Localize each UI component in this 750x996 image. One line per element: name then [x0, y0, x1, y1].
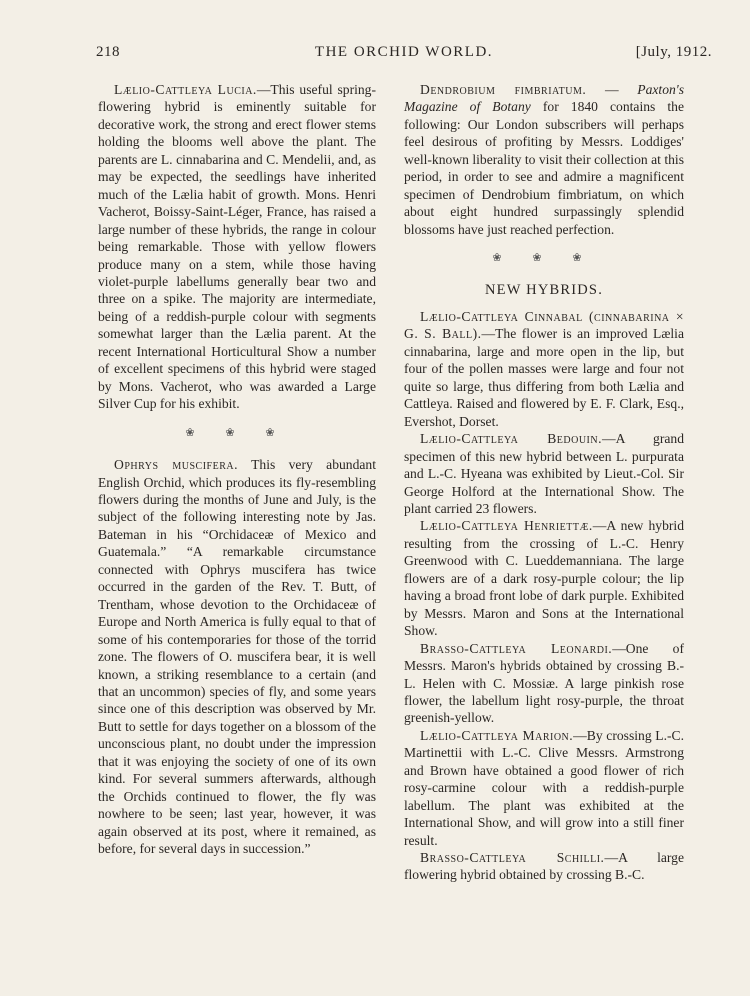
source-title: Paxton's Magazine of Botany [404, 82, 684, 115]
hybrid-name: Lælio-Cattleya Marion. [420, 727, 574, 743]
hybrid-entry [404, 517, 684, 639]
hybrid-entry [404, 640, 684, 727]
book-title: “Orchidaceæ of Mexico and Guatemala.” [98, 526, 377, 560]
article-text: “A remarkable circumstance connected with Ophrys muscifera has twice occurred in the garden of the Rev. T. Butt, of Trentham, whose devotion to the Orchidaceæ of Europe and North America is fully equal to that of some of his contemporaries for those of the torrid zone. The flowers of O. muscifera bear, it is well known, a striking resemblance to a certain (and that an uncommon) species of fly, and some years since one of this description was observed by Mr. Butt to settle for days together on a blossom of the unconscious plant, no doubt under the impression that it was enjoying the society of one of its own kind. For several summers afterwards, although the Orchids continued to flower, the fly was nowhere to be seen; last year, however, it was again observed at its post, where it remained, as before, for several days in succession.” [98, 544, 376, 857]
article-text: This very abundant English Orchid, which produces its fly-resembling flowers during the months of June and July, is the subject of the following interesting note by Jas. Bateman in his [98, 457, 376, 542]
hybrid-entry [404, 430, 684, 517]
article-name: Lælio-Cattleya Lucia. [114, 82, 257, 97]
page-number: 218 [96, 44, 120, 60]
article-name: Ophrys muscifera. [114, 457, 238, 473]
article-ophrys-muscifera [98, 456, 376, 857]
article-dendrobium-fimbriatum [404, 81, 684, 238]
hybrid-text: —One of Messrs. Maron's hybrids obtained by crossing B.-L. Helen with C. Mossiæ. A large pinkish rose flower, the labellum light rosy-purple, the throat greenish-yellow. [404, 640, 684, 726]
hybrid-text: —A large flowering hybrid obtained by crossing B.-C. [404, 850, 685, 883]
hybrid-entry [404, 849, 684, 884]
left-column [98, 81, 376, 857]
hybrid-name: Brasso-Cattleya Schilli. [420, 850, 605, 866]
hybrid-entry [404, 727, 684, 849]
hybrid-text: —A new hybrid resulting from the crossing of L.-C. Henry Greenwood with C. Lueddemanniana. The large flowers are of a dark rosy-purple colour; the lip having a broad front lobe of dark purple. Exhibited by Messrs. Maron and Sons at the International Show. [404, 518, 684, 639]
page-header [96, 44, 712, 66]
hybrid-text: —By crossing L.-C. Martinettii with L.-C. Clive Messrs. Armstrong and Brown have obtained a good flower of rich rosy-carmine colour with a reddish-purple labellum. The plant was exhibited at the International Show, and will grow into a still finer result. [404, 727, 684, 848]
hybrid-name: Lælio-Cattleya Cinnabal (cinnabarina × G. S. Ball). [404, 308, 684, 342]
section-heading: NEW HYBRIDS. [484, 281, 604, 298]
hybrid-name: Lælio-Cattleya Henriettæ. [420, 518, 593, 534]
section-ornament: ❀ ❀ ❀ [185, 426, 289, 439]
section-ornament: ❀ ❀ ❀ [492, 252, 596, 265]
article-text: —This useful spring-flowering hybrid is eminently suitable for decorative work, the strong and erect flower stems holding the blooms well above the plant. The parents are L. cinnabarina and C. Mendelii, and, as may be expected, the seedlings have inherited much of the Lælia habit of growth. Mons. Henri Vacherot, Boissy-Saint-Léger, France, has raised a large number of these hybrids, the range in colour being remarkable. Those with yellow flowers produce many on a stem, while those having violet-purple labellums generally bear two and three on a spike. The majority are intermediate, being of a reddish-purple colour with segments somewhat larger than the Lælia parent. At the recent International Horticultural Show a number of excellent specimens of this hybrid were staged by Mons. Vacherot, who was awarded a Large Silver Cup for his exhibit. [98, 82, 377, 412]
issue-date: [July, 1912. [635, 44, 712, 60]
article-name: Dendrobium fimbriatum. [420, 82, 587, 97]
hybrid-entry [404, 308, 684, 430]
right-column [404, 81, 684, 884]
hybrid-name: Lælio-Cattleya Bedouin. [420, 431, 602, 447]
journal-title: THE ORCHID WORLD. [314, 44, 494, 60]
article-laelio-cattleya-lucia [98, 81, 376, 413]
article-text: — [586, 82, 638, 97]
hybrid-text: —A grand specimen of this new hybrid between L. purpurata and L.-C. Hyeana was exhibited by Lieut.-Col. Sir George Holford at the International Show. The plant carried 23 flowers. [404, 431, 684, 516]
hybrid-text: —The flower is an improved Lælia cinnabarina, large and more open in the lip, but four of the pollen masses were large and four not quite so large, thus differing from both Lælia and Cattleya. Raised and flowered by E. F. Clark, Esq., Evershot, Dorset. [404, 326, 684, 429]
article-text: for 1840 contains the following: Our London subscribers will perhaps feel desirous of profiting by Messrs. Loddiges' well-known liberality to visit their collection at this period, in order to see and admire a magnificent specimen of Dendrobium fimbriatum, on which about eight hundred surpassingly splendid blossoms have just reached perfection. [404, 99, 684, 237]
hybrid-name: Brasso-Cattleya Leonardi. [420, 640, 613, 656]
